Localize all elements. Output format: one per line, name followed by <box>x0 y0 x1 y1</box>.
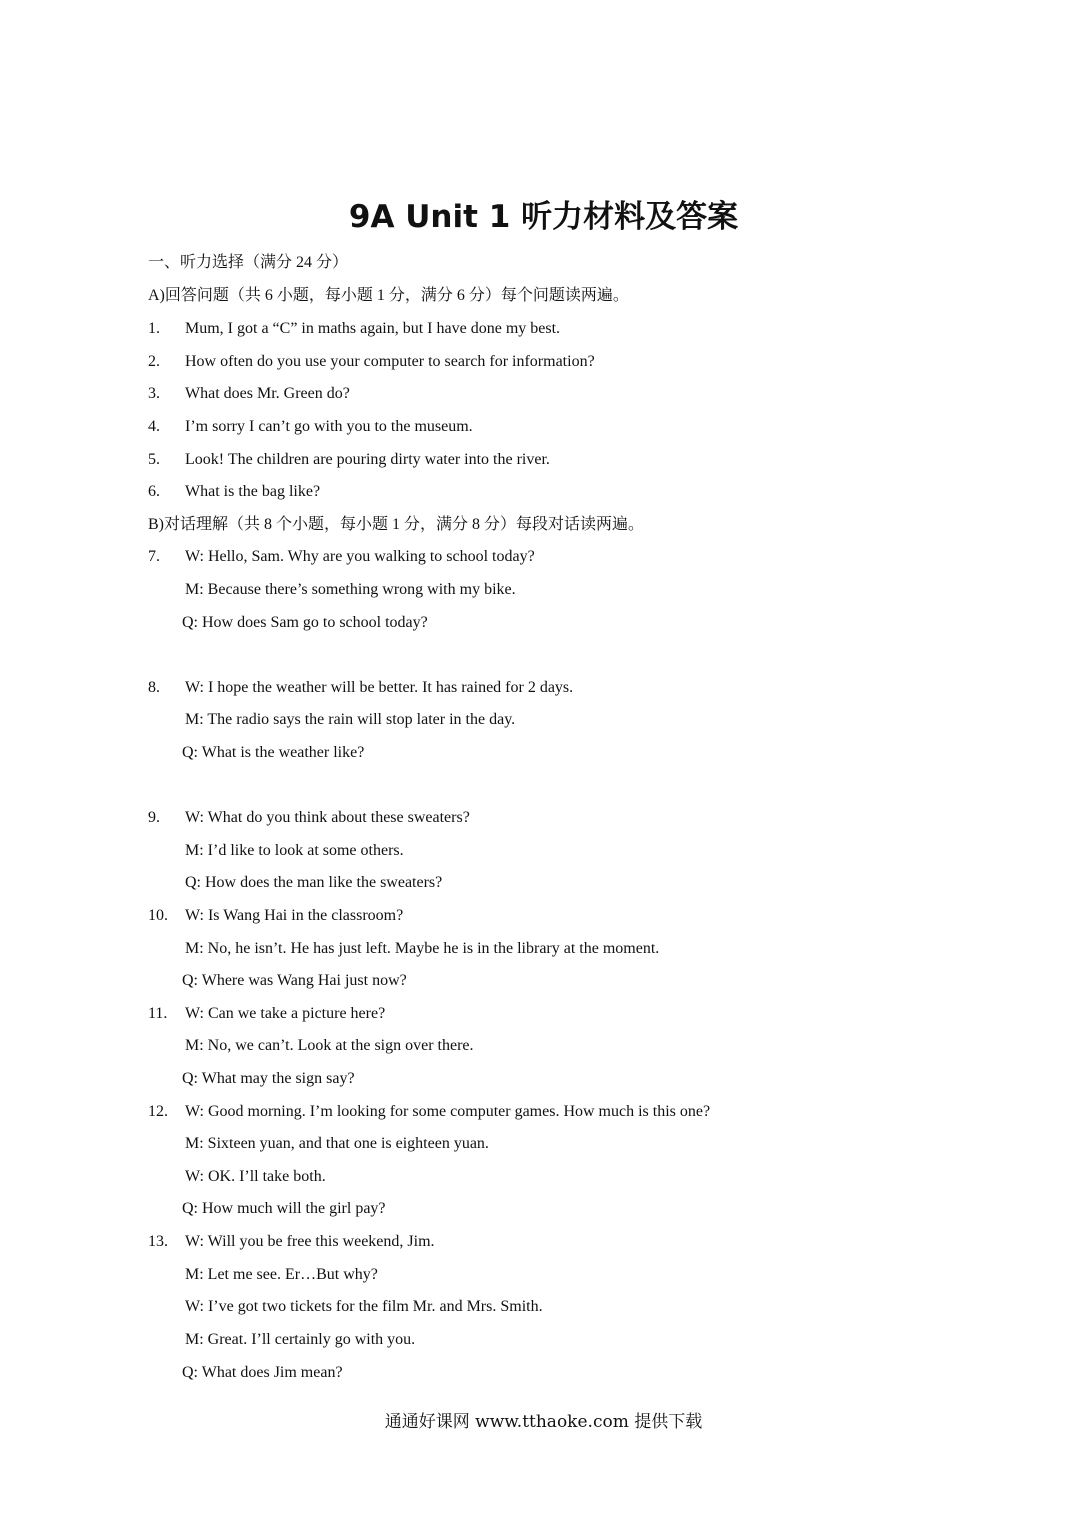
dialogue-question: Q: How does the man like the sweaters? <box>185 874 443 891</box>
dialogue-line: W: I’ve got two tickets for the film Mr. and Mrs. Smith. <box>185 1298 543 1315</box>
dialogue-question: Q: What does Jim mean? <box>182 1364 343 1381</box>
question-number: 12. <box>148 1103 168 1120</box>
part-b-instruction: B)对话理解（共 8 个小题，每小题 1 分，满分 8 分）每段对话读两遍。 <box>148 516 645 533</box>
question-number: 4. <box>148 418 160 435</box>
dialogue-line: M: The radio says the rain will stop later in the day. <box>185 711 516 728</box>
question-text: What is the bag like? <box>185 483 321 500</box>
dialogue-line: W: Good morning. I’m looking for some computer games. How much is this one? <box>185 1103 711 1120</box>
dialogue-question: Q: What may the sign say? <box>182 1070 355 1087</box>
dialogue-line: W: Is Wang Hai in the classroom? <box>185 907 404 924</box>
question-text: I’m sorry I can’t go with you to the museum. <box>185 418 473 435</box>
dialogue-line: M: I’d like to look at some others. <box>185 842 404 859</box>
question-text: Mum, I got a “C” in maths again, but I have done my best. <box>185 320 561 337</box>
question-number: 8. <box>148 679 160 696</box>
question-text: What does Mr. Green do? <box>185 385 350 402</box>
question-number: 2. <box>148 353 160 370</box>
question-number: 3. <box>148 385 160 402</box>
dialogue-line: W: Can we take a picture here? <box>185 1005 386 1022</box>
page-footer: 通通好课网 www.tthaoke.com 提供下载 <box>384 1412 703 1432</box>
question-number: 1. <box>148 320 160 337</box>
dialogue-line: W: What do you think about these sweaters? <box>185 809 470 826</box>
question-number: 9. <box>148 809 160 826</box>
question-number: 7. <box>148 548 160 565</box>
dialogue-line: M: Because there’s something wrong with my bike. <box>185 581 516 598</box>
dialogue-line: W: Will you be free this weekend, Jim. <box>185 1233 435 1250</box>
dialogue-line: W: Hello, Sam. Why are you walking to school today? <box>185 548 535 565</box>
question-number: 10. <box>148 907 168 924</box>
question-number: 6. <box>148 483 160 500</box>
section-header: 一、听力选择（满分 24 分） <box>148 254 349 271</box>
dialogue-line: W: I hope the weather will be better. It has rained for 2 days. <box>185 679 574 696</box>
page-title: 9A Unit 1 听力材料及答案 <box>348 199 739 235</box>
dialogue-line: M: Let me see. Er…But why? <box>185 1266 378 1283</box>
dialogue-line: M: Sixteen yuan, and that one is eighteen yuan. <box>185 1135 489 1152</box>
question-text: How often do you use your computer to search for information? <box>185 353 595 370</box>
dialogue-line: M: No, we can’t. Look at the sign over there. <box>185 1037 474 1054</box>
dialogue-line: M: Great. I’ll certainly go with you. <box>185 1331 416 1348</box>
question-number: 11. <box>148 1005 168 1022</box>
dialogue-question: Q: What is the weather like? <box>182 744 365 761</box>
dialogue-question: Q: How does Sam go to school today? <box>182 614 428 631</box>
dialogue-line: W: OK. I’ll take both. <box>185 1168 326 1185</box>
question-number: 13. <box>148 1233 168 1250</box>
question-text: Look! The children are pouring dirty water into the river. <box>185 451 550 468</box>
dialogue-question: Q: How much will the girl pay? <box>182 1200 386 1217</box>
part-a-instruction: A)回答问题（共 6 小题，每小题 1 分，满分 6 分）每个问题读两遍。 <box>148 287 629 304</box>
question-number: 5. <box>148 451 160 468</box>
dialogue-line: M: No, he isn’t. He has just left. Maybe he is in the library at the moment. <box>185 940 660 957</box>
dialogue-question: Q: Where was Wang Hai just now? <box>182 972 407 989</box>
